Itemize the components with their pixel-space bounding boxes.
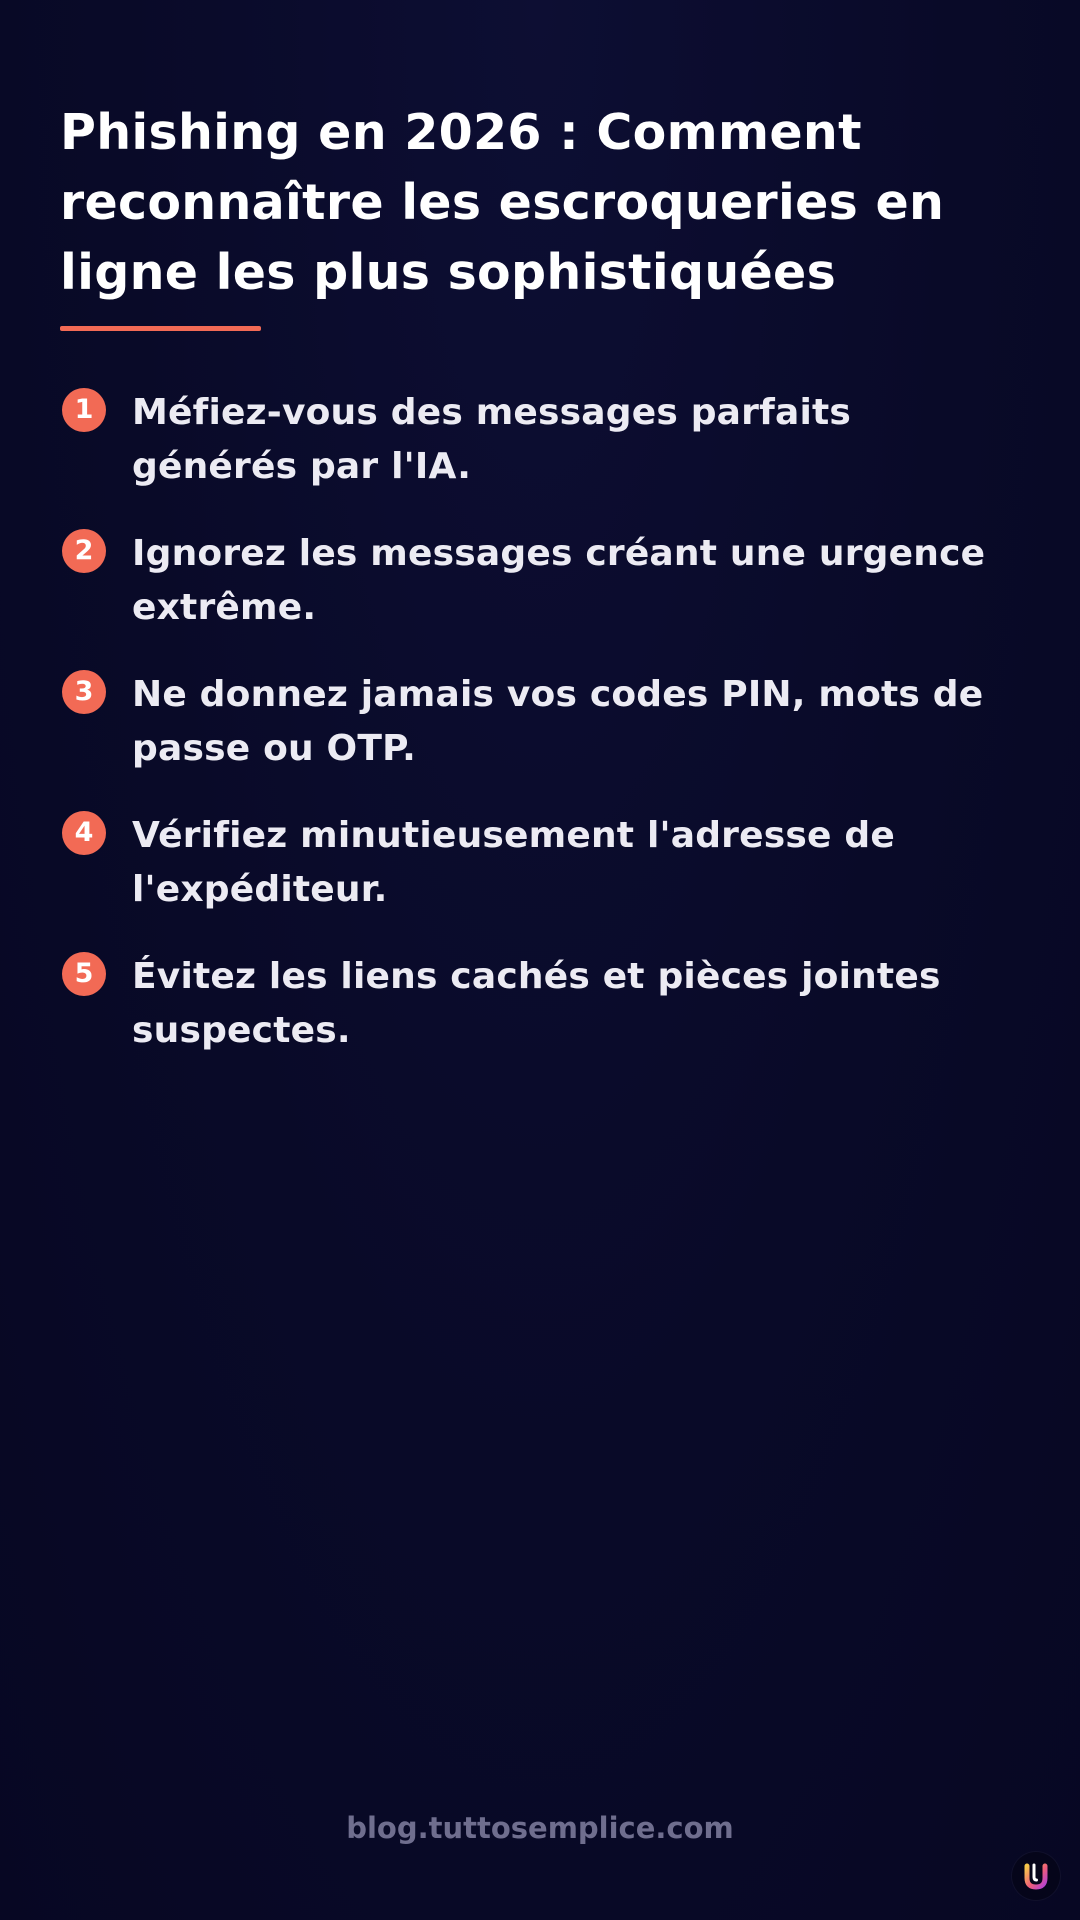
page-title: Phishing en 2026 : Comment reconnaître les escroqueries en ligne les plus sophistiquées [60, 104, 945, 301]
title-underline [60, 326, 261, 331]
tip-item-4 [60, 809, 1020, 950]
tip-number-badge: 1 [62, 388, 106, 432]
tips-list [60, 386, 1020, 1091]
tip-text: Vérifiez minutieusement l'adresse de l'expéditeur. [132, 815, 895, 910]
tip-text: Méfiez-vous des messages parfaits générés par l'IA. [132, 392, 852, 487]
footer-url: blog.tuttosemplice.com [346, 1811, 734, 1845]
tip-number-badge: 4 [62, 811, 106, 855]
brand-logo-icon [1012, 1852, 1060, 1900]
tip-number-badge: 3 [62, 670, 106, 714]
tip-text: Évitez les liens cachés et pièces jointes suspectes. [132, 956, 941, 1051]
tip-item-1 [60, 386, 1020, 527]
tip-item-3 [60, 668, 1020, 809]
tip-text: Ignorez les messages créant une urgence extrême. [132, 533, 986, 628]
tip-item-2 [60, 527, 1020, 668]
tip-number-badge: 5 [62, 952, 106, 996]
tip-number-badge: 2 [62, 529, 106, 573]
tip-item-5 [60, 950, 1020, 1091]
tip-text: Ne donnez jamais vos codes PIN, mots de passe ou OTP. [132, 674, 984, 769]
